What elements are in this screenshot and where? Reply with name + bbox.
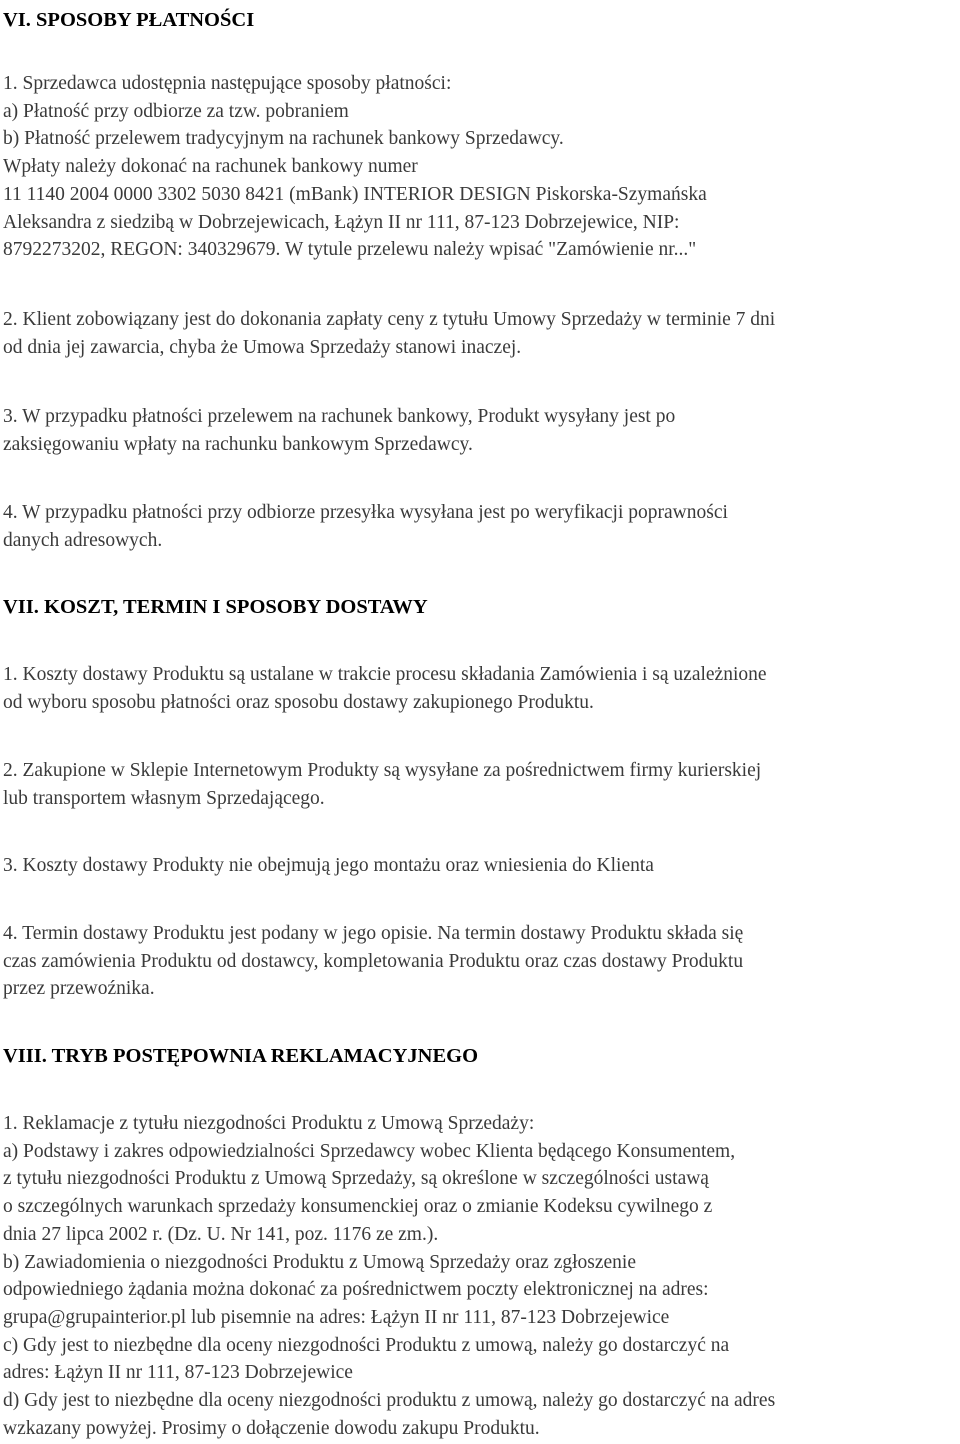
section-heading: VII. KOSZT, TERMIN I SPOSOBY DOSTAWY xyxy=(3,596,428,618)
paragraph-line: odpowiedniego żądania można dokonać za pośrednictwem poczty elektronicznej na adres: xyxy=(3,1279,709,1301)
paragraph-line: 1. Reklamacje z tytułu niezgodności Produktu z Umową Sprzedaży: xyxy=(3,1113,535,1134)
paragraph-viii-1 xyxy=(3,1110,775,1442)
paragraph-line: Aleksandra z siedzibą w Dobrzejewicach, Łążyn II nr 111, 87-123 Dobrzejewice, NIP: xyxy=(3,211,680,233)
section-viii xyxy=(3,1042,478,1070)
paragraph-line: czas zamówienia Produktu od dostawcy, kompletowania Produktu oraz czas dostawy Produktu xyxy=(3,950,744,972)
paragraph-vii-2 xyxy=(3,757,761,812)
paragraph-line: b) Zawiadomienia o niezgodności Produktu z Umową Sprzedaży oraz zgłoszenie xyxy=(3,1251,636,1273)
paragraph-line: d) Gdy jest to niezbędne dla oceny niezgodności produktu z umową, należy go dostarczyć na adres xyxy=(3,1390,776,1412)
paragraph-line: dnia 27 lipca 2002 r. (Dz. U. Nr 141, poz. 1176 ze zm.). xyxy=(3,1223,439,1245)
section-heading: VIII. TRYB POSTĘPOWNIA REKLAMACYJNEGO xyxy=(3,1045,479,1067)
paragraph-vi-1 xyxy=(3,70,707,264)
paragraph-line: zaksięgowaniu wpłaty na rachunku bankowym Sprzedawcy. xyxy=(3,433,473,455)
paragraph-vii-1 xyxy=(3,661,767,716)
section-vii xyxy=(3,593,428,621)
paragraph-line: danych adresowych. xyxy=(3,529,163,551)
paragraph-line: przez przewoźnika. xyxy=(3,978,155,1000)
paragraph-line: 2. Klient zobowiązany jest do dokonania zapłaty ceny z tytułu Umowy Sprzedaży w terminie 7 dni xyxy=(3,309,776,330)
paragraph-line: z tytułu niezgodności Produktu z Umową Sprzedaży, są określone w szczególności ustawą xyxy=(3,1168,709,1190)
section-vi xyxy=(3,6,254,34)
paragraph-vi-4 xyxy=(3,499,728,554)
paragraph-line: Wpłaty należy dokonać na rachunek bankowy numer xyxy=(3,156,418,178)
paragraph-line: 4. Termin dostawy Produktu jest podany w jego opisie. Na termin dostawy Produktu składa się xyxy=(3,923,744,944)
paragraph-line: lub transportem własnym Sprzedającego. xyxy=(3,787,325,809)
paragraph-line: 3. W przypadku płatności przelewem na rachunek bankowy, Produkt wysyłany jest po xyxy=(3,406,676,427)
paragraph-line: adres: Łążyn II nr 111, 87-123 Dobrzejewice xyxy=(3,1362,353,1384)
paragraph-vii-4 xyxy=(3,920,743,1003)
paragraph-line: od wyboru sposobu płatności oraz sposobu dostawy zakupionego Produktu. xyxy=(3,691,594,713)
paragraph-line: a) Podstawy i zakres odpowiedzialności Sprzedawcy wobec Klienta będącego Konsumentem, xyxy=(3,1140,736,1162)
paragraph-line: 1. Koszty dostawy Produktu są ustalane w trakcie procesu składania Zamówienia i są uzależnione xyxy=(3,664,767,685)
paragraph-line: 4. W przypadku płatności przy odbiorze przesyłka wysyłana jest po weryfikacji poprawności xyxy=(3,502,728,523)
paragraph-line: 2. Zakupione w Sklepie Internetowym Produkty są wysyłane za pośrednictwem firmy kurierskiej xyxy=(3,760,762,781)
paragraph-line: 3. Koszty dostawy Produkty nie obejmują jego montażu oraz wniesienia do Klienta xyxy=(3,855,654,876)
paragraph-line: od dnia jej zawarcia, chyba że Umowa Sprzedaży stanowi inaczej. xyxy=(3,336,522,358)
paragraph-line: a) Płatność przy odbiorze za tzw. pobraniem xyxy=(3,100,349,122)
section-heading: VI. SPOSOBY PŁATNOŚCI xyxy=(3,9,255,31)
paragraph-vi-3 xyxy=(3,403,675,458)
paragraph-line: 8792273202, REGON: 340329679. W tytule przelewu należy wpisać "Zamówienie nr..." xyxy=(3,239,697,261)
paragraph-line: wzkazany powyżej. Prosimy o dołączenie dowodu zakupu Produktu. xyxy=(3,1417,540,1439)
paragraph-line: b) Płatność przelewem tradycyjnym na rachunek bankowy Sprzedawcy. xyxy=(3,128,564,150)
paragraph-vi-2 xyxy=(3,306,775,361)
paragraph-line: o szczególnych warunkach sprzedaży konsumenckiej oraz o zmianie Kodeksu cywilnego z xyxy=(3,1196,713,1218)
paragraph-vii-3 xyxy=(3,852,654,880)
paragraph-line: 1. Sprzedawca udostępnia następujące sposoby płatności: xyxy=(3,73,452,94)
paragraph-line: grupa@grupainterior.pl lub pisemnie na adres: Łążyn II nr 111, 87-123 Dobrzejewice xyxy=(3,1306,670,1328)
paragraph-line: 11 1140 2004 0000 3302 5030 8421 (mBank) INTERIOR DESIGN Piskorska-Szymańska xyxy=(3,183,707,205)
paragraph-line: c) Gdy jest to niezbędne dla oceny niezgodności Produktu z umową, należy go dostarczyć na xyxy=(3,1334,730,1356)
